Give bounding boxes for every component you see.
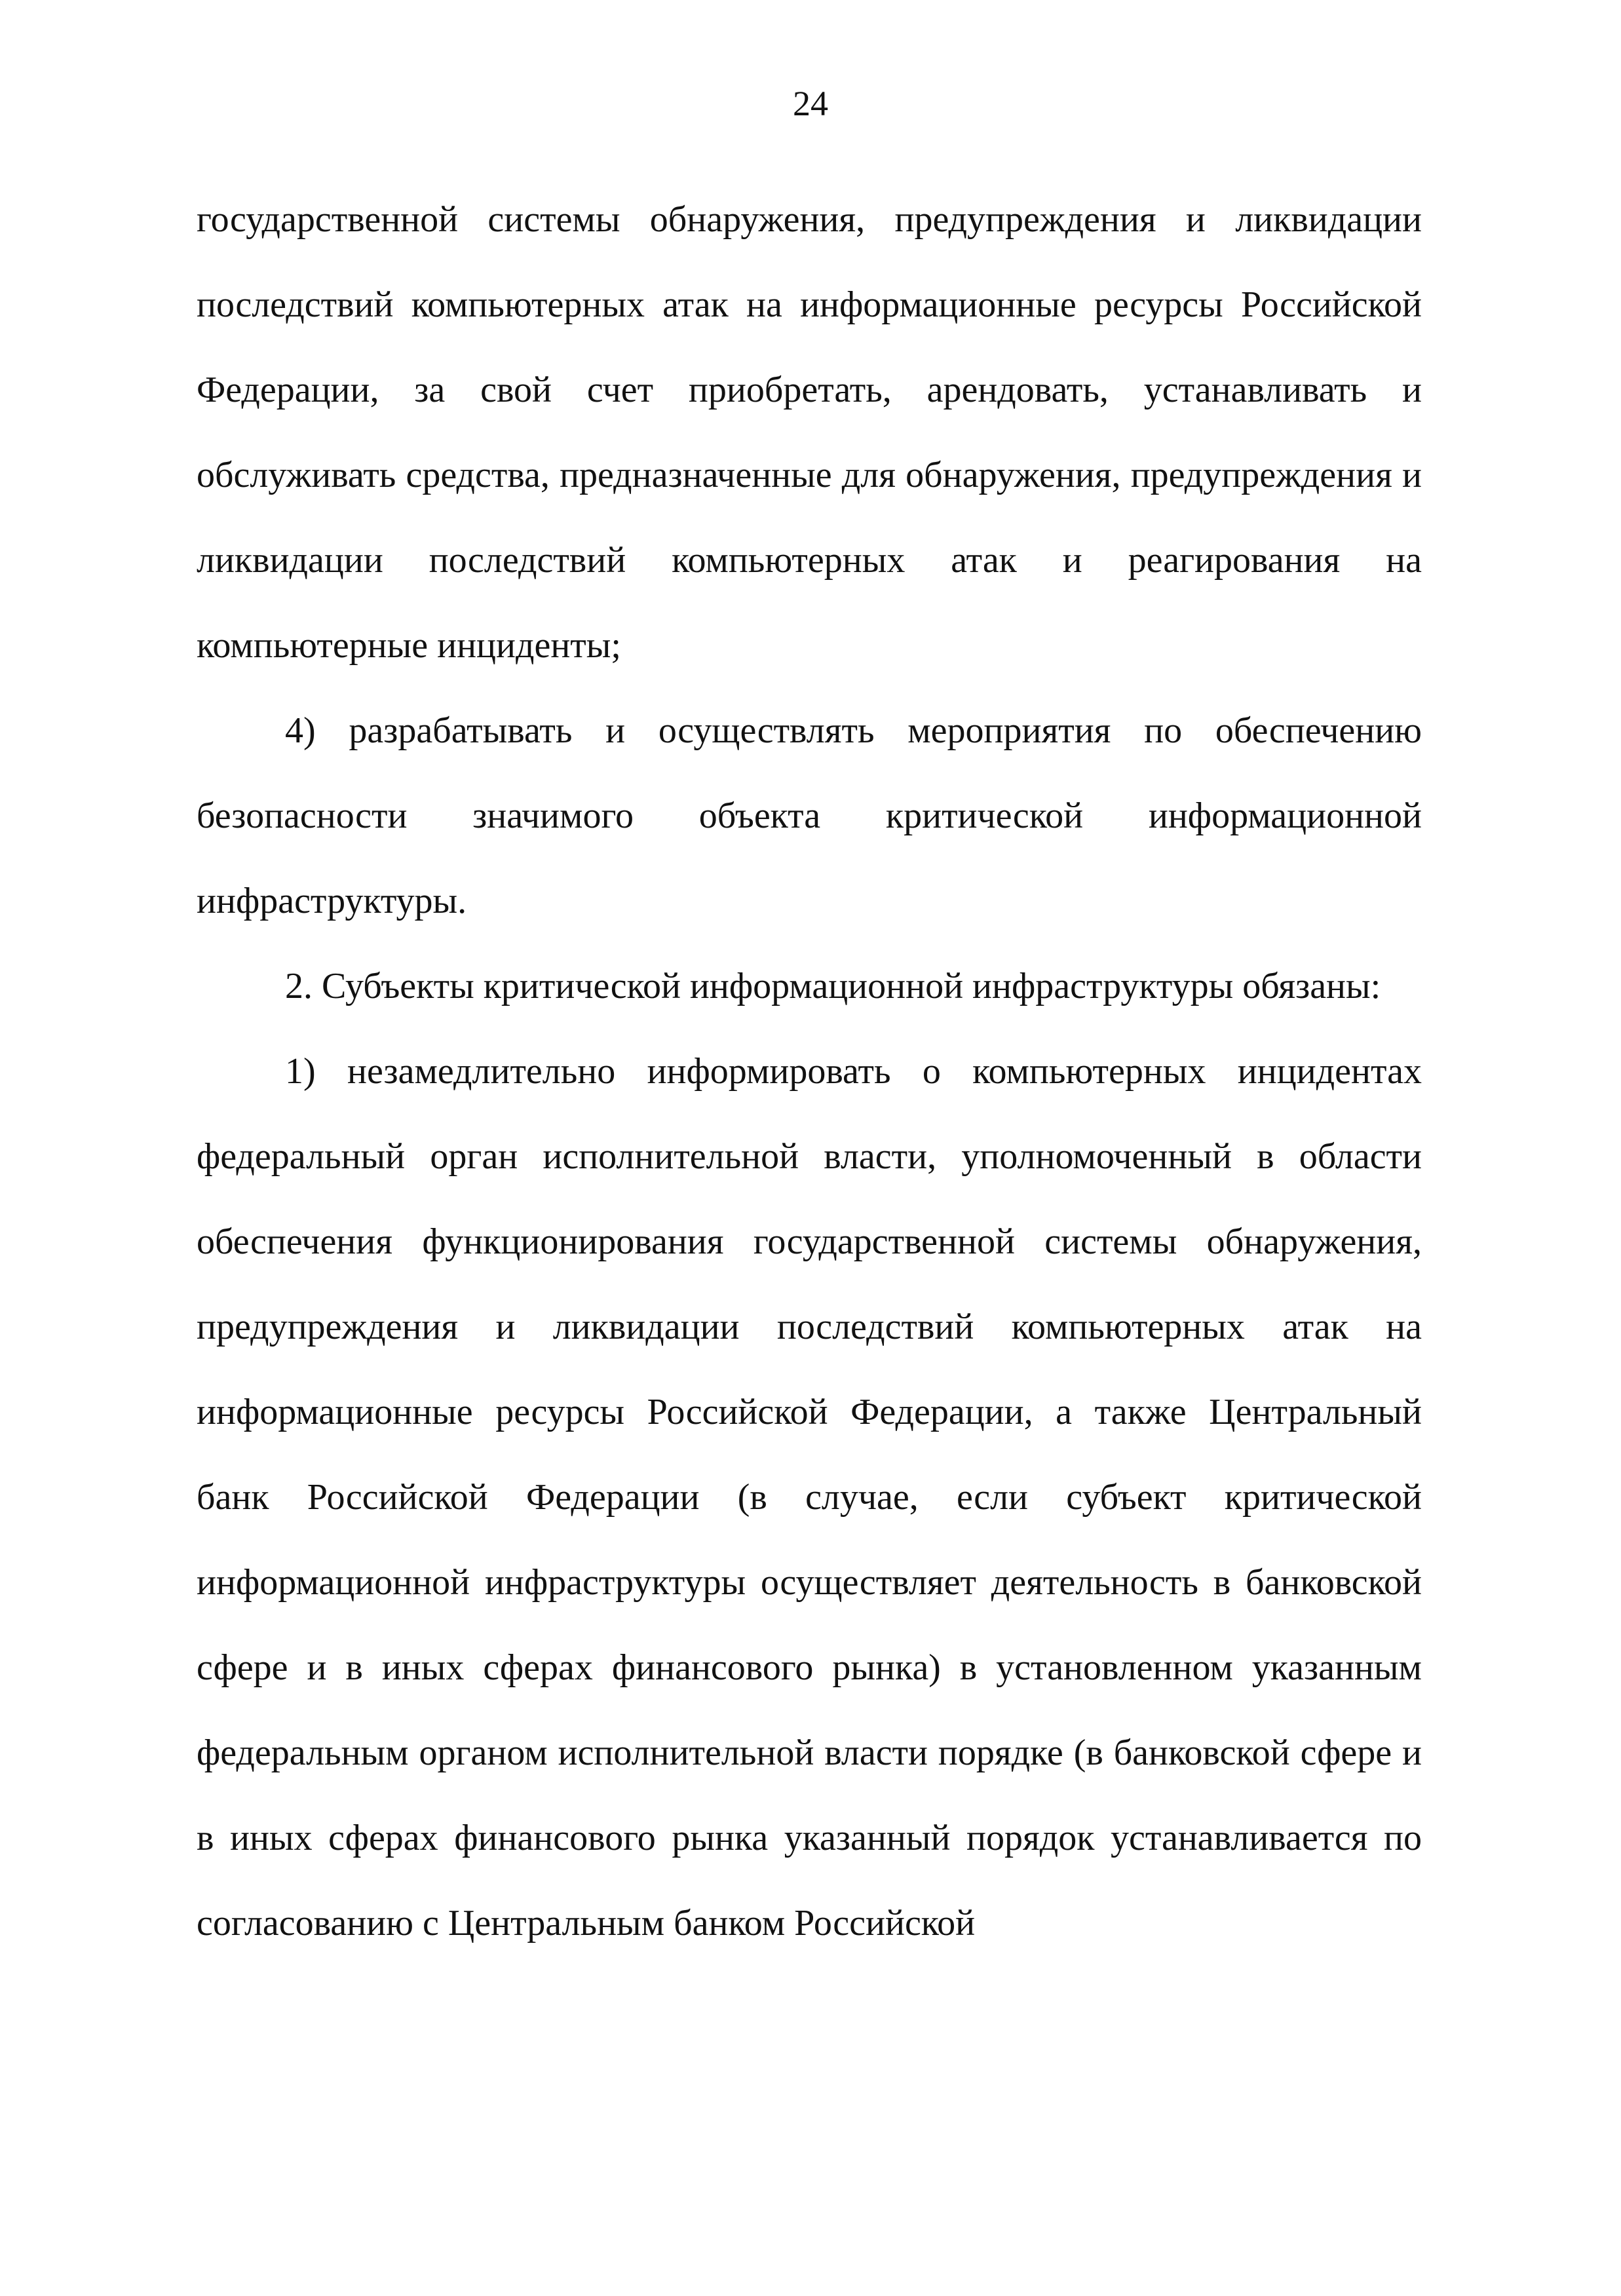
paragraph-item-1: 1) незамедлительно информировать о компьютерных инцидентах федеральный орган исполнительной власти, уполномоченный в области обеспечения функционирования государственной системы обнаружения, предупреждения и ликвидации последствий компьютерных атак на информационные ресурсы Российской Федерации, а также Центральный банк Российской Федерации (в случае, если субъект критической информационной инфраструктуры осуществляет деятельность в банковской сфере и в иных сферах финансового рынка) в установленном указанным федеральным органом исполнительной власти порядке (в банковской сфере и в иных сферах финансового рынка указанный порядок устанавливается по согласованию с Центральным банком Российской [197, 1051, 1422, 1943]
paragraph-continuation: государственной системы обнаружения, предупреждения и ликвидации последствий компьютерных атак на информационные ресурсы Российской Федерации, за свой счет приобретать, арендовать, устанавливать и обслуживать средства, предназначенные для обнаружения, предупреждения и ликвидации последствий компьютерных атак и реагирования на компьютерные инциденты; [197, 199, 1422, 666]
document-body [197, 177, 1422, 1966]
paragraph-section-2: 2. Субъекты критической информационной инфраструктуры обязаны: [285, 966, 1381, 1006]
paragraph-item-4: 4) разрабатывать и осуществлять мероприятия по обеспечению безопасности значимого объекта критической информационной инфраструктуры. [197, 710, 1422, 921]
page-number: 24 [793, 84, 828, 123]
